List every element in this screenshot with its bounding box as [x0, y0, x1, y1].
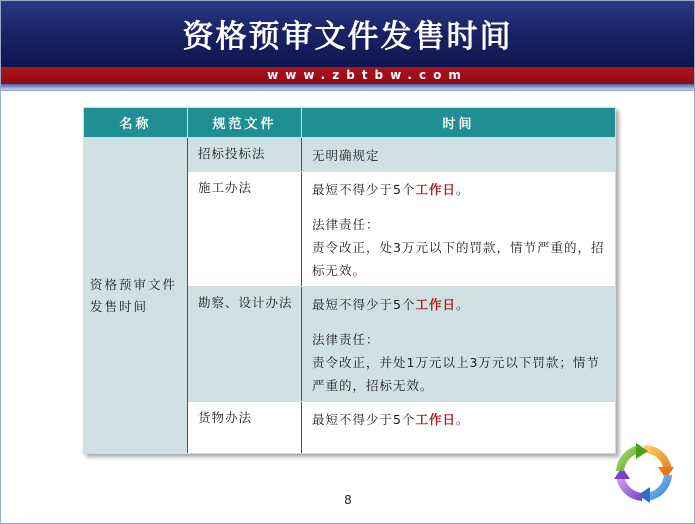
header-law: 规范文件: [188, 108, 302, 138]
time-suffix: 。: [455, 182, 470, 197]
liability-label: 法律责任：: [312, 332, 380, 347]
slide-title: 资格预审文件发售时间: [182, 19, 513, 55]
workday-emphasis: 工作日: [415, 182, 456, 197]
liability-text: 责令改正，处3万元以下的罚款，情节严重的，招标无效。: [312, 240, 605, 278]
time-text: 无明确规定: [312, 148, 380, 163]
cycle-arrows-icon: [608, 437, 680, 509]
name-cell: 资格预审文件发售时间: [84, 138, 188, 454]
time-cell: [302, 138, 616, 172]
time-suffix: 。: [455, 297, 470, 312]
header-time: 时间: [302, 108, 616, 138]
time-prefix: 最短不得少于5个: [312, 412, 416, 427]
table-row: [84, 138, 616, 172]
time-cell: [302, 402, 616, 454]
liability-label: 法律责任：: [312, 217, 380, 232]
time-suffix: 。: [455, 412, 470, 427]
site-url: www.zbtbw.com: [267, 68, 468, 82]
time-prefix: 最短不得少于5个: [312, 297, 416, 312]
regulation-table: [83, 107, 616, 454]
time-text: [312, 178, 609, 201]
time-prefix: 最短不得少于5个: [312, 182, 416, 197]
law-cell: 招标投标法: [188, 138, 302, 172]
table-header-row: [84, 108, 616, 138]
workday-emphasis: 工作日: [415, 412, 456, 427]
liability-text: 责令改正，并处1万元以上3万元以下罚款；情节严重的，招标无效。: [312, 355, 600, 393]
law-cell: 施工办法: [188, 172, 302, 287]
header-divider-line: [1, 90, 694, 91]
header-name: 名称: [84, 108, 188, 138]
url-bar: [1, 67, 694, 84]
time-text: [312, 293, 609, 316]
time-cell: [302, 172, 616, 287]
page-number: 8: [344, 493, 352, 507]
time-text: [312, 408, 609, 431]
law-cell: 勘察、设计办法: [188, 287, 302, 402]
workday-emphasis: 工作日: [415, 297, 456, 312]
time-cell: [302, 287, 616, 402]
law-cell: 货物办法: [188, 402, 302, 454]
slide-header: [1, 1, 694, 67]
